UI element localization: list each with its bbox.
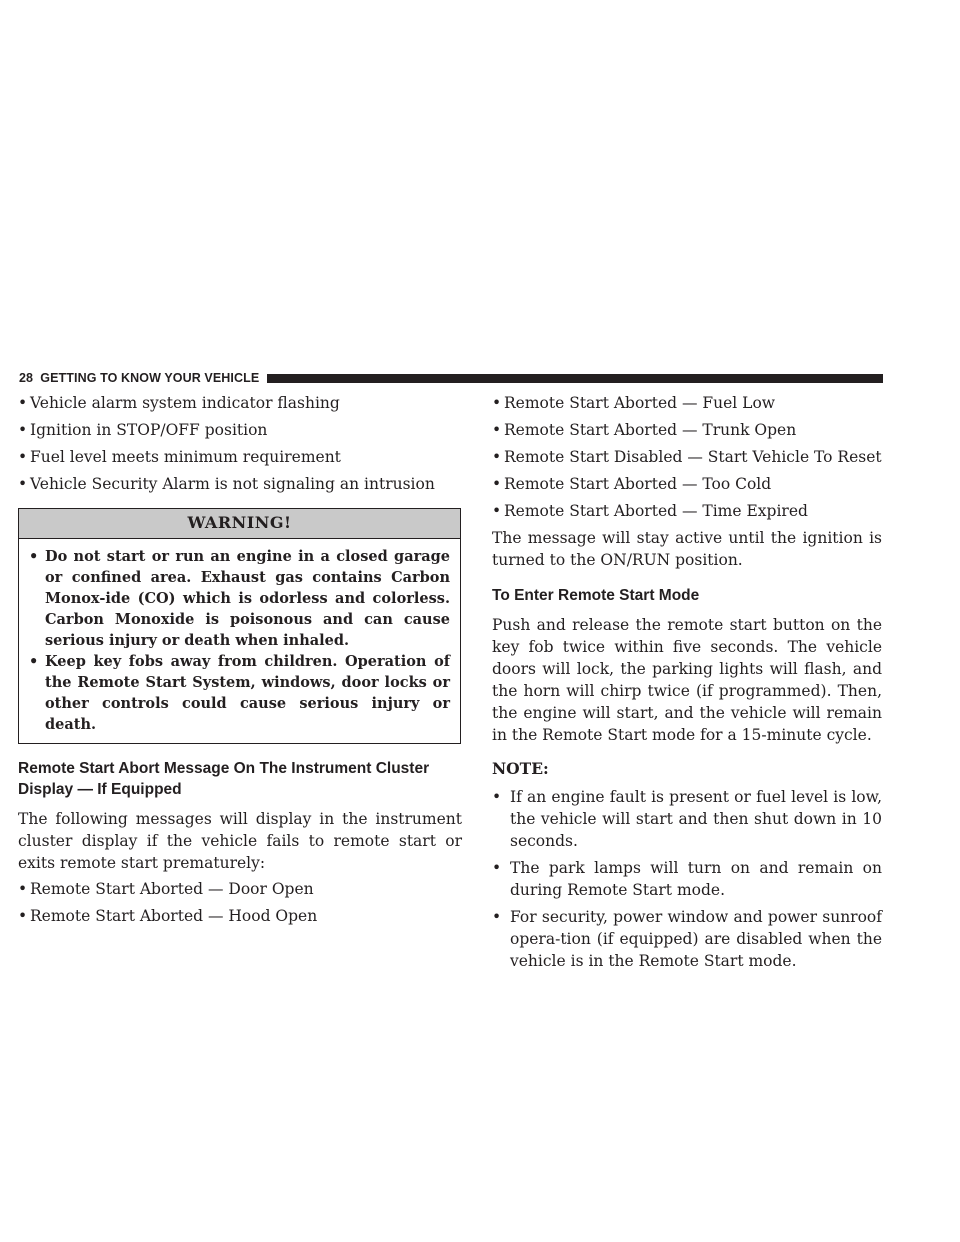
requirements-list [18, 392, 462, 495]
list-item: • Fuel level meets minimum requirement [18, 448, 341, 466]
list-item: • Remote Start Aborted — Time Expired [492, 502, 808, 520]
warning-box [18, 508, 461, 744]
list-item: • Remote Start Aborted — Fuel Low [492, 394, 776, 412]
warning-item: • Keep key fobs away from children. Operation of the Remote Start System, windows, door locks or other controls could cause serious injury or death. [29, 653, 450, 733]
list-item: • If an engine fault is present or fuel level is low, the vehicle will start and then shut down in 10 seconds. [492, 788, 882, 850]
header-rule [267, 374, 883, 383]
warning-title: WARNING! [19, 509, 460, 539]
enter-remote-start-paragraph: Push and release the remote start button on the key fob twice within five seconds. The vehicle doors will lock, the parking lights will flash, and the horn will chirp twice (if programmed). Then, the engine will start, and the vehicle will remain in the Remote Start mode for a 15-minute cycle. [492, 616, 882, 744]
note-label: NOTE: [492, 759, 549, 778]
note-list [492, 786, 882, 972]
list-item: • The park lamps will turn on and remain on during Remote Start mode. [492, 859, 882, 899]
enter-remote-start-heading: To Enter Remote Start Mode [492, 587, 700, 604]
list-item: • Remote Start Aborted — Hood Open [18, 907, 318, 925]
page-header [19, 370, 883, 386]
page-number: 28 [19, 371, 34, 385]
list-item: • Ignition in STOP/OFF position [18, 421, 268, 439]
list-item: • Remote Start Aborted — Too Cold [492, 475, 772, 493]
right-column [492, 392, 882, 977]
left-column [18, 392, 462, 932]
abort-messages-list-continued [492, 392, 882, 522]
abort-message-paragraph: The following messages will display in the instrument cluster display if the vehicle fails to remote start or exits remote start prematurely: [18, 810, 462, 872]
section-title: GETTING TO KNOW YOUR VEHICLE [40, 371, 260, 385]
warning-body [19, 539, 460, 743]
message-paragraph: The message will stay active until the ignition is turned to the ON/RUN position. [492, 529, 882, 569]
list-item: • Remote Start Disabled — Start Vehicle To Reset [492, 448, 882, 466]
page-header-text [19, 371, 267, 385]
list-item: • For security, power window and power sunroof opera-tion (if equipped) are disabled when the vehicle is in the Remote Start mode. [492, 908, 882, 970]
warning-item: • Do not start or run an engine in a closed garage or confined area. Exhaust gas contains Carbon Monox-ide (CO) which is odorless and colorless. Carbon Monoxide is poisonous and can cause serious injury or death when inhaled. [29, 548, 450, 649]
list-item: • Vehicle Security Alarm is not signaling an intrusion [18, 475, 435, 493]
abort-message-heading: Remote Start Abort Message On The Instrument Cluster Display — If Equipped [18, 760, 430, 798]
list-item: • Remote Start Aborted — Door Open [18, 880, 314, 898]
list-item: • Remote Start Aborted — Trunk Open [492, 421, 797, 439]
list-item: • Vehicle alarm system indicator flashing [18, 394, 340, 412]
abort-messages-list [18, 878, 462, 927]
